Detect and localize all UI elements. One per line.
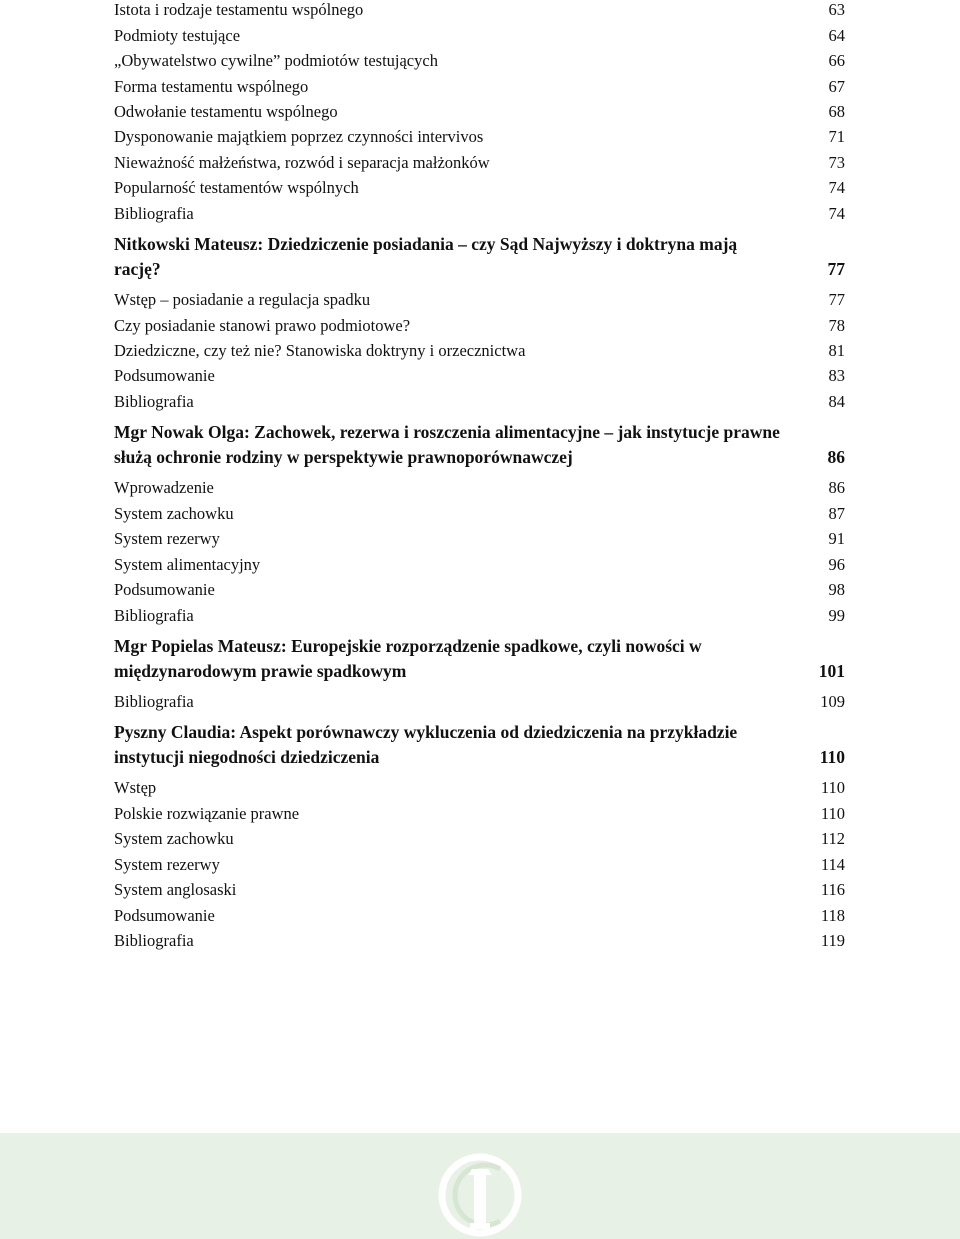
toc-section-entry[interactable] [114, 386, 845, 417]
toc-entry-title: Dysponowanie majątkiem poprzez czynności intervivos [114, 127, 484, 147]
toc-entry-page-number: 96 [828, 554, 845, 574]
toc-entry-title: Wstęp – posiadanie a regulacja spadku [114, 290, 371, 310]
toc-entry-page-number: 101 [818, 660, 845, 681]
toc-entry-page-number: 71 [828, 127, 845, 147]
toc-entry-page-number: 81 [828, 341, 845, 361]
toc-entry-title: Bibliografia [114, 203, 194, 223]
table-of-contents [114, 0, 845, 956]
toc-entry-page-number: 86 [827, 447, 845, 468]
toc-entry-title: System rezerwy [114, 854, 220, 874]
toc-entry-title: Mgr Popielas Mateusz: Europejskie rozporządzenie spadkowe, czyli nowości w międzynarodowym prawie spadkowym [114, 635, 702, 681]
toc-entry-title: Nitkowski Mateusz: Dziedziczenie posiadania – czy Sąd Najwyższy i doktryna mają rację? [114, 233, 738, 279]
toc-entry-title: Nieważność małżeństwa, rozwód i separacja małżonków [114, 152, 490, 172]
toc-entry-title: System zachowku [114, 829, 234, 849]
toc-entry-page-number: 74 [828, 178, 845, 198]
toc-entry-page-number: 91 [828, 529, 845, 549]
toc-entry-title: Polskie rozwiązanie prawne [114, 803, 300, 823]
toc-entry-title: System alimentacyjny [114, 554, 261, 574]
toc-entry-page-number: 68 [828, 101, 845, 121]
toc-entry-page-number: 114 [820, 854, 845, 874]
toc-entry-title: Odwołanie testamentu wspólnego [114, 101, 338, 121]
toc-entry-title: „Obywatelstwo cywilne” podmiotów testujących [114, 51, 438, 71]
toc-entry-page-number: 77 [827, 258, 845, 279]
toc-entry-page-number: 109 [820, 691, 845, 711]
toc-entry-title: Popularność testamentów wspólnych [114, 178, 359, 198]
toc-entry-page-number: 87 [828, 503, 845, 523]
toc-entry-title: Podmioty testujące [114, 25, 241, 45]
toc-entry-page-number: 67 [828, 76, 845, 96]
toc-entry-title: Bibliografia [114, 691, 194, 711]
toc-chapter-entry[interactable] [114, 634, 845, 684]
toc-entry-title: Pyszny Claudia: Aspekt porównawczy wykluczenia od dziedziczenia na przykładzie instytucji niegodności dziedziczenia [114, 722, 738, 768]
toc-section-entry[interactable] [114, 599, 845, 630]
toc-entry-page-number: 83 [828, 366, 845, 386]
toc-entry-page-number: 116 [820, 880, 845, 900]
toc-entry-title: Istota i rodzaje testamentu wspólnego [114, 0, 364, 20]
toc-entry-page-number: 64 [828, 25, 845, 45]
toc-entry-title: Czy posiadanie stanowi prawo podmiotowe? [114, 315, 411, 335]
toc-entry-title: Bibliografia [114, 605, 194, 625]
toc-entry-page-number: 73 [828, 152, 845, 172]
toc-entry-page-number: 66 [828, 51, 845, 71]
toc-entry-page-number: 98 [828, 580, 845, 600]
toc-entry-page-number: 110 [820, 803, 845, 823]
toc-entry-page-number: 78 [828, 315, 845, 335]
toc-entry-title: Podsumowanie [114, 366, 215, 386]
toc-entry-page-number: 112 [820, 829, 845, 849]
toc-section-entry[interactable] [114, 925, 845, 956]
toc-entry-page-number: 110 [820, 778, 845, 798]
toc-entry-page-number: 99 [828, 605, 845, 625]
toc-entry-title: Forma testamentu wspólnego [114, 76, 309, 96]
toc-entry-title: Podsumowanie [114, 905, 215, 925]
toc-entry-page-number: 63 [828, 0, 845, 20]
toc-entry-title: Bibliografia [114, 391, 194, 411]
toc-entry-page-number: 110 [819, 747, 845, 768]
toc-entry-page-number: 119 [820, 931, 845, 951]
toc-chapter-entry[interactable] [114, 232, 845, 282]
toc-entry-title: Dziedziczne, czy też nie? Stanowiska doktryny i orzecznictwa [114, 341, 526, 361]
toc-entry-title: Mgr Nowak Olga: Zachowek, rezerwa i roszczenia alimentacyjne – jak instytucje prawne służą ochronie rodziny w perspektywie prawnoporównawczej [114, 422, 780, 468]
toc-section-entry[interactable] [114, 198, 845, 229]
toc-entry-page-number: 77 [828, 290, 845, 310]
toc-entry-title: Wstęp [114, 778, 157, 798]
toc-chapter-entry[interactable] [114, 420, 845, 470]
toc-chapter-entry[interactable] [114, 720, 845, 770]
toc-entry-page-number: 86 [828, 478, 845, 498]
toc-entry-title: Podsumowanie [114, 580, 215, 600]
publisher-logo-icon [438, 1145, 522, 1239]
toc-entry-title: System anglosaski [114, 880, 237, 900]
toc-entry-title: System zachowku [114, 503, 234, 523]
toc-entry-title: Bibliografia [114, 931, 194, 951]
toc-entry-page-number: 118 [820, 905, 845, 925]
toc-section-entry[interactable] [114, 686, 845, 717]
toc-entry-page-number: 74 [828, 203, 845, 223]
toc-entry-title: System rezerwy [114, 529, 220, 549]
toc-entry-title: Wprowadzenie [114, 478, 214, 498]
toc-entry-page-number: 84 [828, 391, 845, 411]
